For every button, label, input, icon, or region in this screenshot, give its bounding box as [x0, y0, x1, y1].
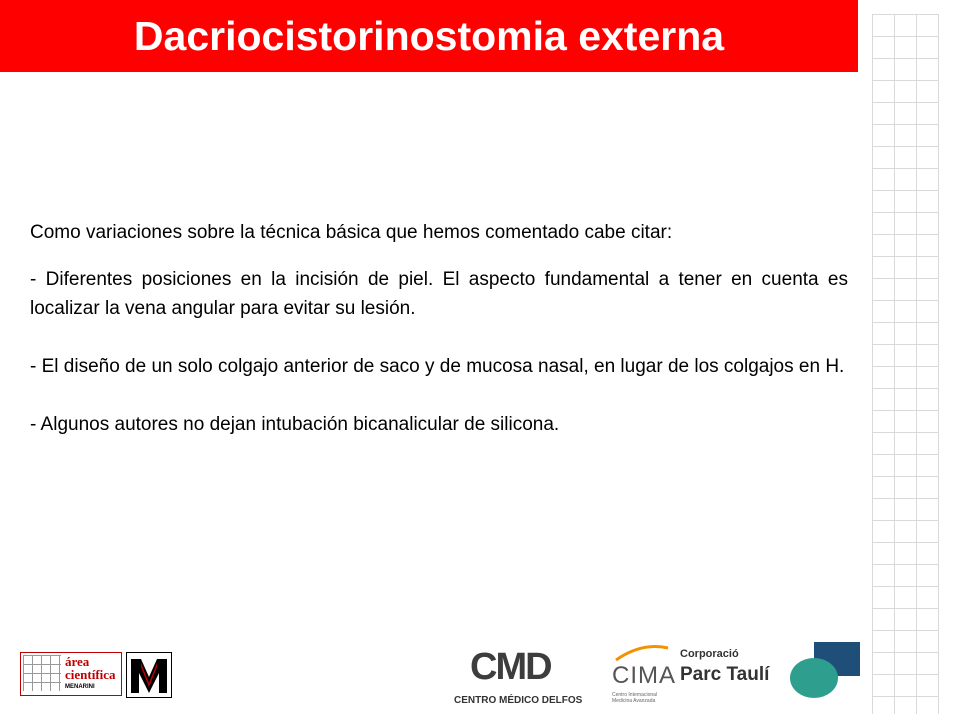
slide-title: Dacriocistorinostomia externa — [133, 13, 725, 59]
cima-name: CIMA — [612, 662, 676, 689]
area-cientifica-logo — [20, 652, 122, 696]
logo-text-line3: MENARINI — [65, 684, 95, 690]
logo-text-line1: área — [65, 654, 90, 669]
footer-logos — [0, 630, 870, 720]
cima-swoosh-icon — [612, 640, 672, 664]
parc-tauli-logo — [680, 646, 860, 716]
paragraph-bullet-3: - Algunos autores no dejan intubación bicanalicular de silicona. — [30, 414, 560, 435]
paragraph-intro: Como variaciones sobre la técnica básica que hemos comentado cabe citar: — [30, 222, 673, 243]
decorative-grid — [872, 14, 939, 714]
cmd-name: CENTRO MÉDICO DELFOS — [454, 695, 583, 706]
parc-line2: Parc Taulí — [680, 664, 770, 685]
paragraph-bullet-2: - El diseño de un solo colgajo anterior de saco y de mucosa nasal, en lugar de los colgajos en H. — [30, 356, 845, 377]
cmd-mark: CMD — [470, 646, 551, 688]
cima-subtitle: Centro Internacional Medicina Avanzada — [612, 692, 658, 704]
slide-body — [30, 218, 848, 468]
parc-line1: Corporació — [680, 648, 739, 660]
m-logo-icon — [127, 653, 171, 697]
logo-text-line2: científica — [65, 667, 116, 682]
logo-grid-icon — [23, 655, 61, 691]
menarini-m-logo — [126, 652, 172, 698]
paragraph-bullet-1: - Diferentes posiciones en la incisión de piel. El aspecto fundamental a tener en cuenta es localizar la vena angular para evitar su lesión. — [30, 269, 848, 319]
cima-logo — [608, 640, 674, 710]
centro-medico-delfos-logo — [450, 640, 600, 710]
parc-shapes-icon — [784, 640, 864, 700]
